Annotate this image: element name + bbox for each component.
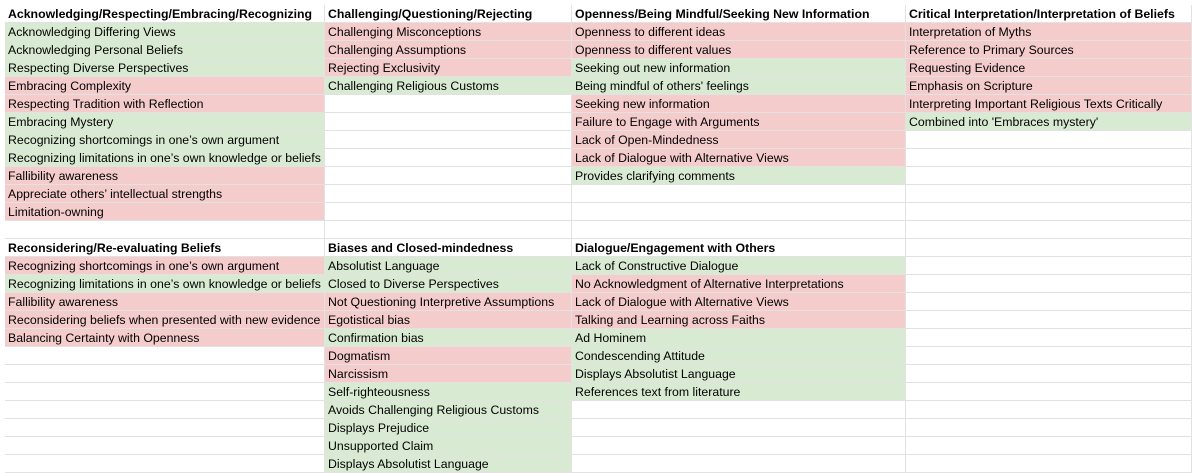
sheet-cell[interactable]: Requesting Evidence: [906, 59, 1192, 77]
sheet-cell[interactable]: Provides clarifying comments: [572, 167, 906, 185]
category-header-cell[interactable]: Challenging/Questioning/Rejecting: [325, 5, 572, 23]
sheet-cell[interactable]: [572, 437, 906, 455]
sheet-cell[interactable]: [325, 185, 572, 203]
sheet-cell[interactable]: Recognizing limitations in one’s own knowledge or beliefs: [5, 275, 325, 293]
spreadsheet-grid: [5, 5, 1192, 473]
sheet-cell[interactable]: [325, 149, 572, 167]
sheet-cell[interactable]: Closed to Diverse Perspectives: [325, 275, 572, 293]
category-header-cell[interactable]: Critical Interpretation/Interpretation of Beliefs: [906, 5, 1192, 23]
sheet-cell[interactable]: [906, 437, 1192, 455]
sheet-cell[interactable]: Emphasis on Scripture: [906, 77, 1192, 95]
sheet-cell[interactable]: [906, 275, 1192, 293]
sheet-cell[interactable]: [5, 347, 325, 365]
sheet-cell[interactable]: [572, 401, 906, 419]
sheet-cell[interactable]: Talking and Learning across Faiths: [572, 311, 906, 329]
category-header-cell[interactable]: Acknowledging/Respecting/Embracing/Recognizing: [5, 5, 325, 23]
sheet-cell[interactable]: Recognizing shortcomings in one’s own argument: [5, 257, 325, 275]
category-header-cell[interactable]: Dialogue/Engagement with Others: [572, 239, 906, 257]
sheet-cell[interactable]: [906, 311, 1192, 329]
sheet-cell[interactable]: Embracing Mystery: [5, 113, 325, 131]
sheet-cell[interactable]: Narcissism: [325, 365, 572, 383]
sheet-cell[interactable]: [572, 185, 906, 203]
sheet-cell[interactable]: Fallibility awareness: [5, 293, 325, 311]
sheet-cell[interactable]: Being mindful of others' feelings: [572, 77, 906, 95]
sheet-cell[interactable]: Displays Prejudice: [325, 419, 572, 437]
sheet-cell[interactable]: Displays Absolutist Language: [325, 455, 572, 473]
sheet-cell[interactable]: Seeking new information: [572, 95, 906, 113]
sheet-cell[interactable]: [906, 347, 1192, 365]
sheet-cell[interactable]: Absolutist Language: [325, 257, 572, 275]
sheet-cell[interactable]: Respecting Tradition with Reflection: [5, 95, 325, 113]
sheet-cell[interactable]: Lack of Open-Mindedness: [572, 131, 906, 149]
sheet-cell[interactable]: [906, 401, 1192, 419]
sheet-cell[interactable]: Interpreting Important Religious Texts Critically: [906, 95, 1192, 113]
sheet-cell[interactable]: [906, 293, 1192, 311]
sheet-cell[interactable]: Recognizing limitations in one’s own knowledge or beliefs: [5, 149, 325, 167]
sheet-cell[interactable]: [906, 221, 1192, 239]
sheet-cell[interactable]: [5, 221, 325, 239]
sheet-cell[interactable]: Self-righteousness: [325, 383, 572, 401]
sheet-cell[interactable]: Embracing Complexity: [5, 77, 325, 95]
sheet-cell[interactable]: Dogmatism: [325, 347, 572, 365]
sheet-cell[interactable]: [5, 383, 325, 401]
sheet-cell[interactable]: Openness to different values: [572, 41, 906, 59]
sheet-cell[interactable]: [572, 419, 906, 437]
sheet-cell[interactable]: [5, 419, 325, 437]
sheet-cell[interactable]: [906, 149, 1192, 167]
sheet-cell[interactable]: Lack of Dialogue with Alternative Views: [572, 293, 906, 311]
sheet-cell[interactable]: No Acknowledgment of Alternative Interpretations: [572, 275, 906, 293]
sheet-cell[interactable]: [572, 221, 906, 239]
sheet-cell[interactable]: Openness to different ideas: [572, 23, 906, 41]
sheet-cell[interactable]: Not Questioning Interpretive Assumptions: [325, 293, 572, 311]
sheet-cell[interactable]: Recognizing shortcomings in one’s own argument: [5, 131, 325, 149]
sheet-cell[interactable]: Condescending Attitude: [572, 347, 906, 365]
sheet-cell[interactable]: Lack of Constructive Dialogue: [572, 257, 906, 275]
sheet-cell[interactable]: Acknowledging Personal Beliefs: [5, 41, 325, 59]
sheet-cell[interactable]: Limitation-owning: [5, 203, 325, 221]
sheet-cell[interactable]: [906, 185, 1192, 203]
sheet-cell[interactable]: [5, 365, 325, 383]
sheet-cell[interactable]: Unsupported Claim: [325, 437, 572, 455]
sheet-cell[interactable]: [906, 131, 1192, 149]
sheet-cell[interactable]: [906, 257, 1192, 275]
sheet-cell[interactable]: [5, 455, 325, 473]
sheet-cell[interactable]: Failure to Engage with Arguments: [572, 113, 906, 131]
sheet-cell[interactable]: Balancing Certainty with Openness: [5, 329, 325, 347]
sheet-cell[interactable]: [325, 95, 572, 113]
category-header-cell[interactable]: Openness/Being Mindful/Seeking New Information: [572, 5, 906, 23]
sheet-cell[interactable]: [325, 167, 572, 185]
sheet-cell[interactable]: Appreciate others’ intellectual strengths: [5, 185, 325, 203]
sheet-cell[interactable]: [906, 419, 1192, 437]
sheet-cell[interactable]: [5, 437, 325, 455]
sheet-cell[interactable]: Reconsidering beliefs when presented with new evidence: [5, 311, 325, 329]
sheet-cell[interactable]: Egotistical bias: [325, 311, 572, 329]
sheet-cell[interactable]: Seeking out new information: [572, 59, 906, 77]
category-header-cell[interactable]: Reconsidering/Re-evaluating Beliefs: [5, 239, 325, 257]
sheet-cell[interactable]: [906, 455, 1192, 473]
sheet-cell[interactable]: [906, 203, 1192, 221]
sheet-cell[interactable]: [325, 203, 572, 221]
sheet-cell[interactable]: Acknowledging Differing Views: [5, 23, 325, 41]
sheet-cell[interactable]: [906, 239, 1192, 257]
sheet-cell[interactable]: Challenging Misconceptions: [325, 23, 572, 41]
sheet-cell[interactable]: [325, 113, 572, 131]
sheet-cell[interactable]: Rejecting Exclusivity: [325, 59, 572, 77]
sheet-cell[interactable]: [906, 365, 1192, 383]
sheet-cell[interactable]: [572, 203, 906, 221]
sheet-cell[interactable]: Challenging Religious Customs: [325, 77, 572, 95]
sheet-cell[interactable]: Confirmation bias: [325, 329, 572, 347]
sheet-cell[interactable]: Combined into 'Embraces mystery': [906, 113, 1192, 131]
sheet-cell[interactable]: [906, 329, 1192, 347]
sheet-cell[interactable]: Displays Absolutist Language: [572, 365, 906, 383]
sheet-cell[interactable]: [5, 401, 325, 419]
sheet-cell[interactable]: References text from literature: [572, 383, 906, 401]
sheet-cell[interactable]: [906, 383, 1192, 401]
sheet-cell[interactable]: Lack of Dialogue with Alternative Views: [572, 149, 906, 167]
sheet-cell[interactable]: Challenging Assumptions: [325, 41, 572, 59]
sheet-cell[interactable]: Ad Hominem: [572, 329, 906, 347]
sheet-cell[interactable]: [906, 167, 1192, 185]
sheet-cell[interactable]: Fallibility awareness: [5, 167, 325, 185]
sheet-cell[interactable]: [325, 221, 572, 239]
sheet-cell[interactable]: Interpretation of Myths: [906, 23, 1192, 41]
sheet-cell[interactable]: [325, 131, 572, 149]
sheet-cell[interactable]: Reference to Primary Sources: [906, 41, 1192, 59]
category-header-cell[interactable]: Biases and Closed-mindedness: [325, 239, 572, 257]
sheet-cell[interactable]: Avoids Challenging Religious Customs: [325, 401, 572, 419]
sheet-cell[interactable]: [572, 455, 906, 473]
sheet-cell[interactable]: Respecting Diverse Perspectives: [5, 59, 325, 77]
